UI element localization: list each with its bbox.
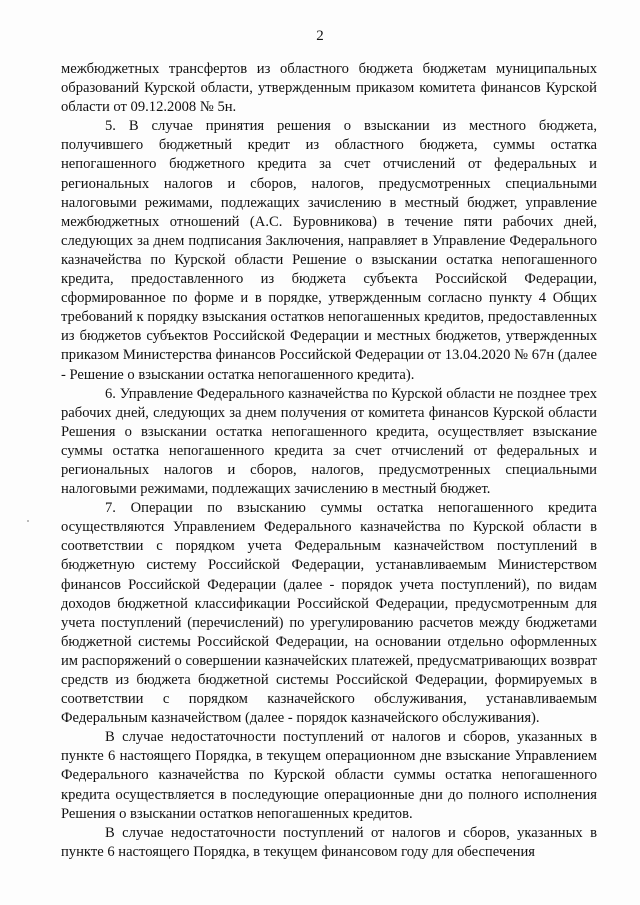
scan-artifact — [27, 520, 29, 522]
paragraph-insufficiency-1: В случае недостаточности поступлений от налогов и сборов, указанных в пункте 6 настоящего Порядка, в текущем операционном дне взыскание Управлением Федерального казначейства по Курской области суммы остатка непогашенного кредита осуществляется в последующие операционные дни до полного исполнения Решения о взыскании остатков непогашенных кредитов. — [61, 729, 597, 822]
paragraph-item-6: 6. Управление Федерального казначейства по Курской области не позднее трех рабочих дней, следующих за днем получения от комитета финансов Курской области Решения о взыскании остатка непогашенного кредита, осуществляет взыскание суммы остатка непогашенного кредита за счет отчислений от федеральных и региональных налогов и сборов, налогов, предусмотренных специальными налоговыми режимами, подлежащих зачислению в местный бюджет. — [61, 385, 597, 498]
document-body — [61, 60, 597, 862]
paragraph-item-7: 7. Операции по взысканию суммы остатка непогашенного кредита осуществляются Управлением Федерального казначейства по Курской области в соответствии с порядком учета Федеральным казначейством поступлений в бюджетную систему Российской Федерации, устанавливаемым Министерством финансов Российской Федерации (далее - порядок учета поступлений), по видам доходов бюджетной классификации Российской Федерации, предусмотренным для учета поступлений (перечислений) по урегулированию расчетов между бюджетами бюджетной системы Российской Федерации, на основании отдельно оформленных им распоряжений о совершении казначейских платежей, предусматривающих возврат средств из бюджета бюджетной системы Российской Федерации, формируемых в соответствии с порядком казначейского обслуживания, устанавливаемым Федеральным казначейством (далее - порядок казначейского обслуживания). — [61, 500, 597, 727]
paragraph-insufficiency-2: В случае недостаточности поступлений от налогов и сборов, указанных в пункте 6 настоящего Порядка, в текущем финансовом году для обеспечения — [61, 824, 597, 860]
paragraph-continuation: межбюджетных трансфертов из областного бюджета бюджетам муниципальных образований Курской области, утвержденным приказом комитета финансов Курской области от 09.12.2008 № 5н. — [61, 61, 597, 116]
paragraph-item-5: 5. В случае принятия решения о взыскании из местного бюджета, получившего бюджетный кредит из областного бюджета, суммы остатка непогашенного бюджетного кредита за счет отчислений от федеральных и региональных налогов и сборов, налогов, предусмотренных специальными налоговыми режимами, подлежащих зачислению в местный бюджет, управление межбюджетных отношений (А.С. Буровникова) в течение пяти рабочих дней, следующих за днем подписания Заключения, направляет в Управление Федерального казначейства по Курской области Решение о взыскании остатка непогашенного кредита, предоставленного из бюджета субъекта Российской Федерации, сформированное по форме и в порядке, утвержденным согласно пункту 4 Общих требований к порядку взыскания остатков непогашенных кредитов, предоставленных из бюджетов субъектов Российской Федерации и местных бюджетов, утвержденных приказом Министерства финансов Российской Федерации от 13.04.2020 № 67н (далее - Решение о взыскании остатка непогашенного кредита). — [61, 118, 597, 383]
page-number: 2 — [316, 28, 324, 44]
